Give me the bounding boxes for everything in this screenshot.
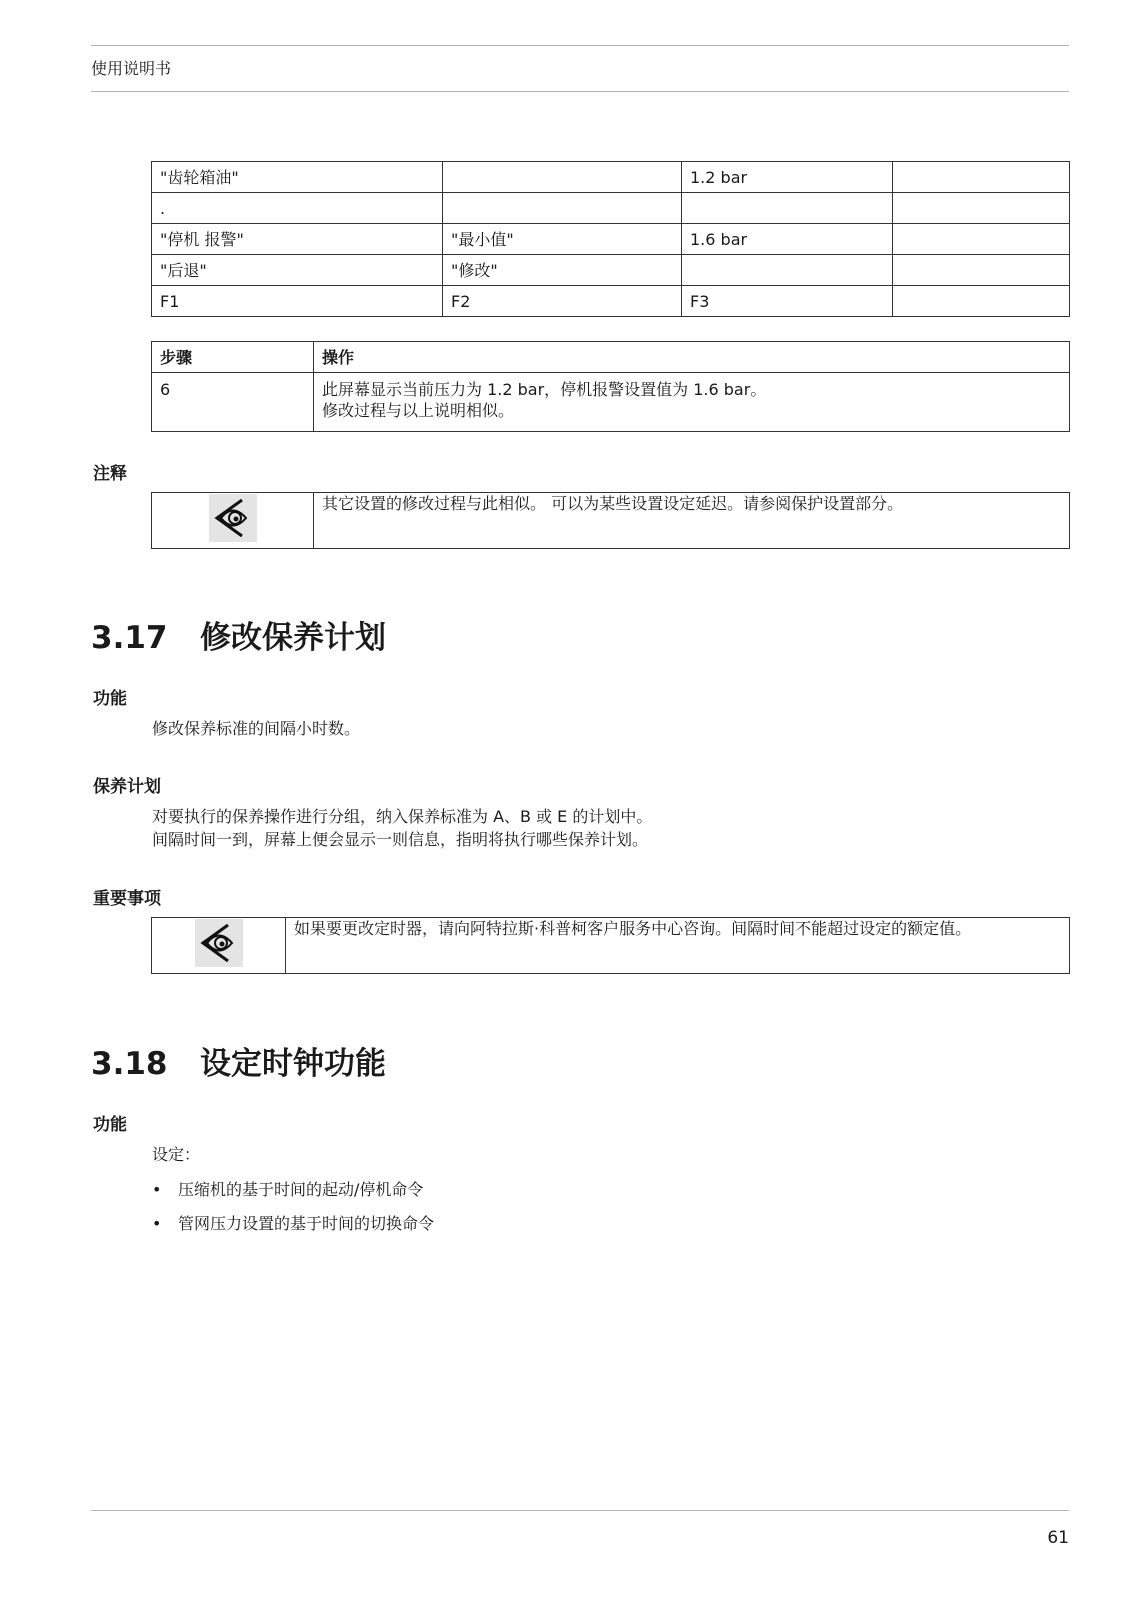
table-cell (443, 162, 682, 193)
table-cell: . (152, 193, 443, 224)
table-cell: F3 (682, 286, 893, 317)
table-cell (893, 224, 1070, 255)
header-title: 使用说明书 (91, 59, 172, 78)
note-icon-cell (152, 493, 314, 549)
footer-rule (91, 1510, 1069, 1511)
section-number: 3.17 (91, 620, 168, 656)
paragraph-line: 间隔时间一到，屏幕上便会显示一则信息，指明将执行哪些保养计划。 (152, 830, 649, 849)
list-item-text: 管网压力设置的基于时间的切换命令 (178, 1214, 435, 1233)
header-bottom-rule (91, 91, 1069, 92)
table-cell: "后退" (152, 255, 443, 286)
section-heading-3-17 (91, 612, 386, 657)
maintenance-plan-text (152, 805, 652, 851)
action-line: 修改过程与以上说明相似。 (322, 401, 515, 420)
section-title: 设定时钟功能 (200, 1046, 386, 1082)
section-number: 3.18 (91, 1046, 168, 1082)
function-text: 修改保养标准的间隔小时数。 (152, 719, 361, 738)
function-label: 功能 (93, 689, 127, 709)
table-cell: "修改" (443, 255, 682, 286)
table-cell (682, 193, 893, 224)
list-item (152, 1211, 434, 1234)
bullet-marker: • (152, 1214, 162, 1233)
table-cell (443, 193, 682, 224)
action-column-header: 操作 (314, 342, 1070, 373)
list-item-text: 压缩机的基于时间的起动/停机命令 (178, 1180, 424, 1199)
table-cell: F1 (152, 286, 443, 317)
important-text: 如果要更改定时器，请向阿特拉斯·科普柯客户服务中心咨询。间隔时间不能超过设定的额定值。 (286, 918, 1070, 974)
eye-icon (195, 919, 243, 967)
table-row (152, 162, 1070, 193)
table-row (152, 286, 1070, 317)
table-row (152, 193, 1070, 224)
table-cell: 1.2 bar (682, 162, 893, 193)
table-cell (893, 162, 1070, 193)
header-top-rule (91, 45, 1069, 46)
function-label: 功能 (93, 1115, 127, 1135)
important-label: 重要事项 (93, 889, 161, 909)
table-cell (893, 286, 1070, 317)
table-cell: F2 (443, 286, 682, 317)
settings-intro: 设定： (152, 1145, 201, 1164)
bullet-marker: • (152, 1180, 162, 1199)
table-cell: "齿轮箱油" (152, 162, 443, 193)
step-column-header: 步骤 (152, 342, 314, 373)
table-cell (682, 255, 893, 286)
note-text: 其它设置的修改过程与此相似。 可以为某些设置设定延迟。请参阅保护设置部分。 (314, 493, 1070, 549)
table-cell (893, 193, 1070, 224)
step-number: 6 (152, 373, 314, 432)
screen-display-table (151, 161, 1070, 317)
step-action (314, 373, 1070, 432)
table-row (152, 224, 1070, 255)
list-item (152, 1177, 423, 1200)
important-icon-cell (152, 918, 286, 974)
table-cell: "停机 报警" (152, 224, 443, 255)
important-box (151, 917, 1070, 974)
step-action-table (151, 341, 1070, 432)
table-cell (893, 255, 1070, 286)
table-row (152, 373, 1070, 432)
table-cell: "最小值" (443, 224, 682, 255)
maintenance-plan-label: 保养计划 (93, 777, 161, 797)
paragraph-line: 对要执行的保养操作进行分组，纳入保养标准为 A、B 或 E 的计划中。 (152, 807, 653, 826)
section-title: 修改保养计划 (200, 620, 386, 656)
page-number: 61 (1047, 1528, 1069, 1548)
note-label: 注释 (93, 464, 127, 484)
eye-icon (209, 494, 257, 542)
table-cell: 1.6 bar (682, 224, 893, 255)
action-line: 此屏幕显示当前压力为 1.2 bar，停机报警设置值为 1.6 bar。 (322, 380, 767, 399)
section-heading-3-18 (91, 1038, 386, 1083)
table-header-row (152, 342, 1070, 373)
note-box (151, 492, 1070, 549)
table-row (152, 255, 1070, 286)
